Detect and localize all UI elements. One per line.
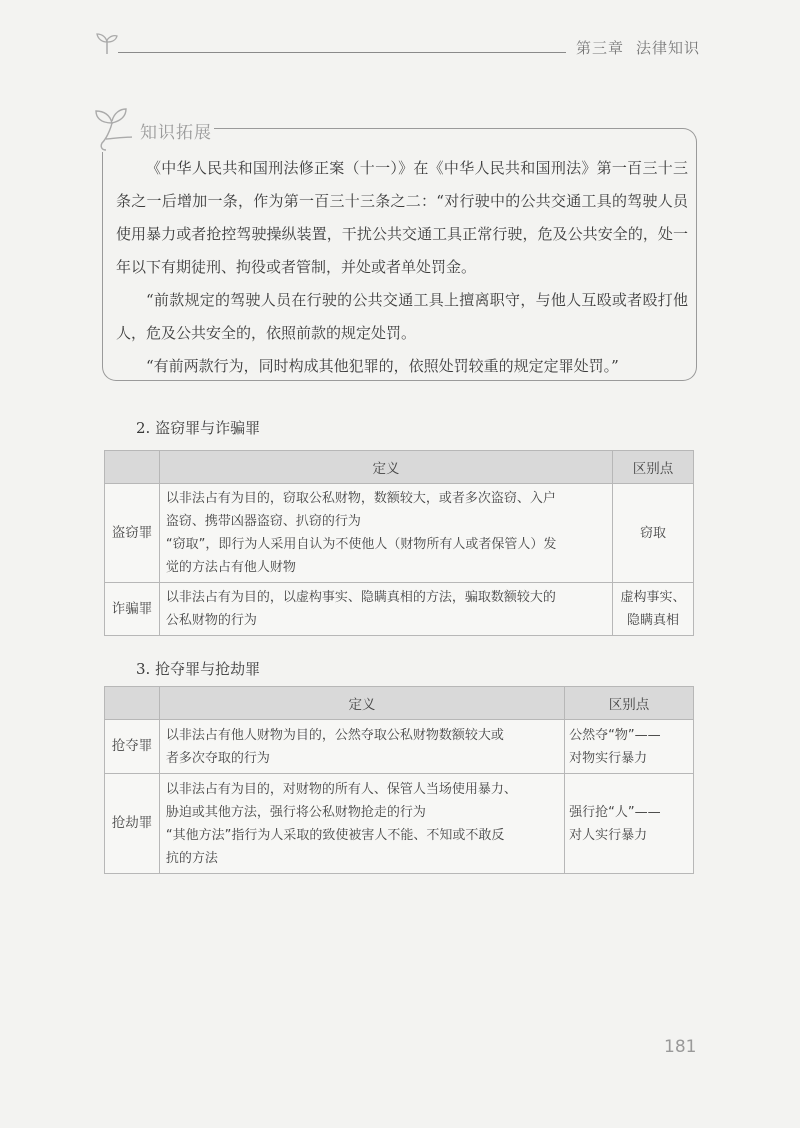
page-number: 181 <box>664 1037 697 1057</box>
theft-fraud-table <box>104 450 694 636</box>
crime-difference <box>613 484 694 583</box>
sprout-icon <box>94 30 120 60</box>
definition-line: “其他方法”指行为人采取的致使被害人不能、不知或不敢反 <box>165 827 505 843</box>
table-header-cell: 区别点 <box>613 451 694 484</box>
crime-name: 诈骗罪 <box>105 583 160 636</box>
difference-line: 公然夺“物”—— <box>569 727 661 743</box>
difference-line: 对人实行暴力 <box>569 827 648 843</box>
crime-definition <box>159 484 612 583</box>
crime-name: 盗窃罪 <box>105 484 160 583</box>
snatch-robbery-table <box>104 686 694 874</box>
table-header-cell: 定义 <box>159 687 564 720</box>
paragraph: “有前两款行为，同时构成其他犯罪的，依照处罚较重的规定定罪处罚。” <box>146 357 619 375</box>
knowledge-box-corner <box>682 128 697 143</box>
table-header-cell <box>105 451 160 484</box>
definition-line: 盗窃、携带凶器盗窃、扒窃的行为 <box>165 514 361 529</box>
chapter-title: 法律知识 <box>636 39 701 57</box>
crime-name: 抢夺罪 <box>105 720 160 774</box>
difference-line: 虚构事实、 <box>620 590 686 605</box>
chapter-number: 第三章 <box>576 39 625 57</box>
table-header-row <box>105 687 694 720</box>
definition-line: 以非法占有他人财物为目的，公然夺取公私财物数额较大或 <box>165 727 504 743</box>
definition-line: 者多次夺取的行为 <box>165 750 270 766</box>
table-header-row <box>105 451 694 484</box>
paragraph: 《中华人民共和国刑法修正案（十一）》在《中华人民共和国刑法》第一百三十三条之一后增加一条，作为第一百三十三条之二：“对行驶中的公共交通工具的驾驶人员使用暴力或者抢控驾驶操纵装置，干扰公共交通工具正常行驶，危及公共安全的，处一年以下有期徒刑、拘役或者管制，并处或者单处罚金。 <box>116 159 688 276</box>
crime-definition <box>159 774 564 874</box>
crime-name: 抢劫罪 <box>105 774 160 874</box>
table-row <box>105 484 694 583</box>
definition-line: 公私财物的行为 <box>165 613 257 628</box>
crime-difference <box>613 583 694 636</box>
crime-definition <box>159 720 564 774</box>
knowledge-box-corner-bl <box>102 366 117 381</box>
definition-line: 以非法占有为目的，窃取公私财物，数额较大，或者多次盗窃、入户 <box>165 491 556 506</box>
definition-line: 抗的方法 <box>165 850 218 866</box>
definition-line: 以非法占有为目的，以虚构事实、隐瞒真相的方法，骗取数额较大的 <box>165 590 556 605</box>
knowledge-box-frame <box>696 142 697 366</box>
difference-line: 窃取 <box>640 525 667 541</box>
knowledge-box-border-top <box>214 128 682 129</box>
table-header-cell: 定义 <box>159 451 612 484</box>
table-row <box>105 774 694 874</box>
knowledge-box-text <box>116 152 688 383</box>
header-rule <box>118 52 566 53</box>
crime-definition <box>159 583 612 636</box>
running-header <box>576 37 712 58</box>
difference-line: 隐瞒真相 <box>627 613 680 628</box>
table-header-cell <box>105 687 160 720</box>
crime-difference <box>565 720 694 774</box>
difference-line: 对物实行暴力 <box>569 750 648 766</box>
table-row <box>105 583 694 636</box>
knowledge-box-title: 知识拓展 <box>140 123 212 143</box>
paragraph: “前款规定的驾驶人员在行驶的公共交通工具上擅离职守，与他人互殴或者殴打他人，危及公共安全的，依照前款的规定处罚。 <box>116 291 688 342</box>
definition-line: 以非法占有为目的，对财物的所有人、保管人当场使用暴力、 <box>165 781 517 797</box>
section-title: 2. 盗窃罪与诈骗罪 <box>136 419 261 437</box>
crime-difference <box>565 774 694 874</box>
definition-line: 胁迫或其他方法，强行将公私财物抢走的行为 <box>165 804 426 820</box>
sprout-icon <box>92 103 132 155</box>
table-row <box>105 720 694 774</box>
definition-line: 觉的方法占有他人财物 <box>165 560 296 575</box>
knowledge-box-frame-left <box>102 152 103 366</box>
difference-line: 强行抢“人”—— <box>569 804 661 820</box>
table-header-cell: 区别点 <box>565 687 694 720</box>
definition-line: “窃取”，即行为人采用自认为不使他人（财物所有人或者保管人）发 <box>165 537 557 552</box>
section-title: 3. 抢夺罪与抢劫罪 <box>136 660 261 678</box>
